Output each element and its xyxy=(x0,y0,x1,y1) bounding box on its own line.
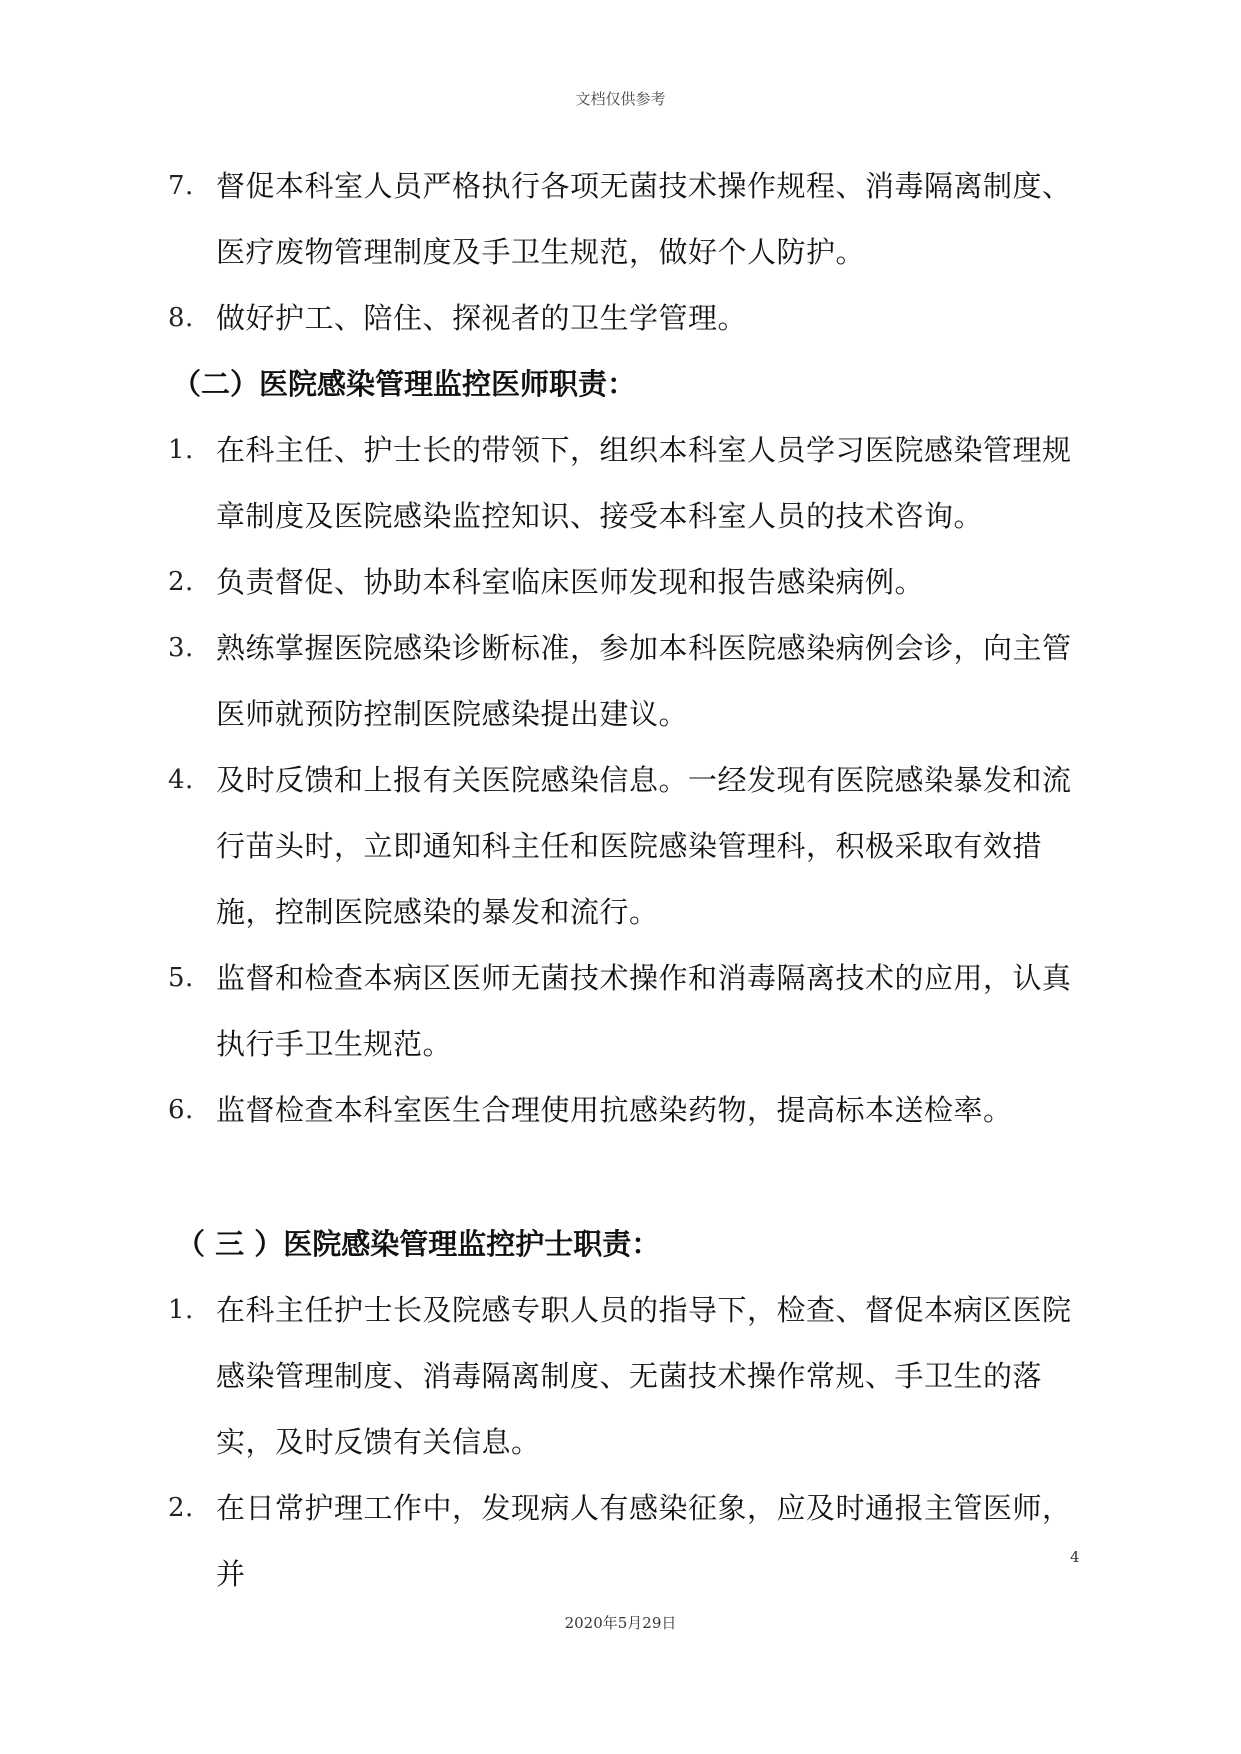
list-item xyxy=(168,1277,1098,1475)
section-heading: （ 三 ）医院感染管理监控护士职责： xyxy=(176,1227,661,1261)
item-text: 负责督促、协助本科室临床医师发现和报告感染病例。 xyxy=(216,565,925,599)
section-heading: （二）医院感染管理监控医师职责： xyxy=(172,367,637,401)
item-text: 做好护工、陪住、探视者的卫生学管理。 xyxy=(216,301,748,335)
list-item xyxy=(168,945,1098,1077)
item-text: 在科主任、护士长的带领下，组织本科室人员学习医院感染管理规章制度及医院感染监控知识、接受本科室人员的技术咨询。 xyxy=(216,433,1072,533)
item-number: 1. xyxy=(168,435,194,465)
list-item xyxy=(168,549,1098,615)
item-number: 1. xyxy=(168,1295,194,1325)
item-text: 在日常护理工作中，发现病人有感染征象，应及时通报主管医师，并 xyxy=(216,1491,1072,1591)
list-item xyxy=(168,1475,1098,1607)
item-text: 监督和检查本病区医师无菌技术操作和消毒隔离技术的应用，认真执行手卫生规范。 xyxy=(216,961,1072,1061)
item-number: 3. xyxy=(168,633,194,663)
item-text: 监督检查本科室医生合理使用抗感染药物，提高标本送检率。 xyxy=(216,1093,1013,1127)
item-number: 4. xyxy=(168,765,194,795)
item-number: 6. xyxy=(168,1095,194,1125)
section-3 xyxy=(168,1211,1098,1607)
list-item xyxy=(168,417,1098,549)
item-number: 2. xyxy=(168,1493,194,1523)
section-1 xyxy=(168,153,1098,351)
item-number: 7. xyxy=(168,171,194,201)
list-item xyxy=(168,615,1098,747)
page-header: 文档仅供参考 xyxy=(575,90,666,108)
footer-date: 2020年5月29日 xyxy=(564,1614,677,1632)
item-text: 在科主任护士长及院感专职人员的指导下，检查、督促本病区医院感染管理制度、消毒隔离制度、无菌技术操作常规、手卫生的落实，及时反馈有关信息。 xyxy=(216,1293,1072,1459)
list-item xyxy=(168,747,1098,945)
section-2 xyxy=(168,351,1098,1143)
page-number: 4 xyxy=(1070,1548,1080,1566)
document-body xyxy=(168,153,1098,1607)
item-number: 2. xyxy=(168,567,194,597)
list-item xyxy=(168,1077,1098,1143)
item-text: 及时反馈和上报有关医院感染信息。一经发现有医院感染暴发和流行苗头时，立即通知科主任和医院感染管理科，积极采取有效措施，控制医院感染的暴发和流行。 xyxy=(216,763,1072,929)
item-number: 8. xyxy=(168,303,194,333)
item-text: 督促本科室人员严格执行各项无菌技术操作规程、消毒隔离制度、医疗废物管理制度及手卫生规范，做好个人防护。 xyxy=(216,169,1072,269)
list-item xyxy=(168,285,1098,351)
item-number: 5. xyxy=(168,963,194,993)
list-item xyxy=(168,153,1098,285)
item-text: 熟练掌握医院感染诊断标准，参加本科医院感染病例会诊，向主管医师就预防控制医院感染提出建议。 xyxy=(216,631,1072,731)
